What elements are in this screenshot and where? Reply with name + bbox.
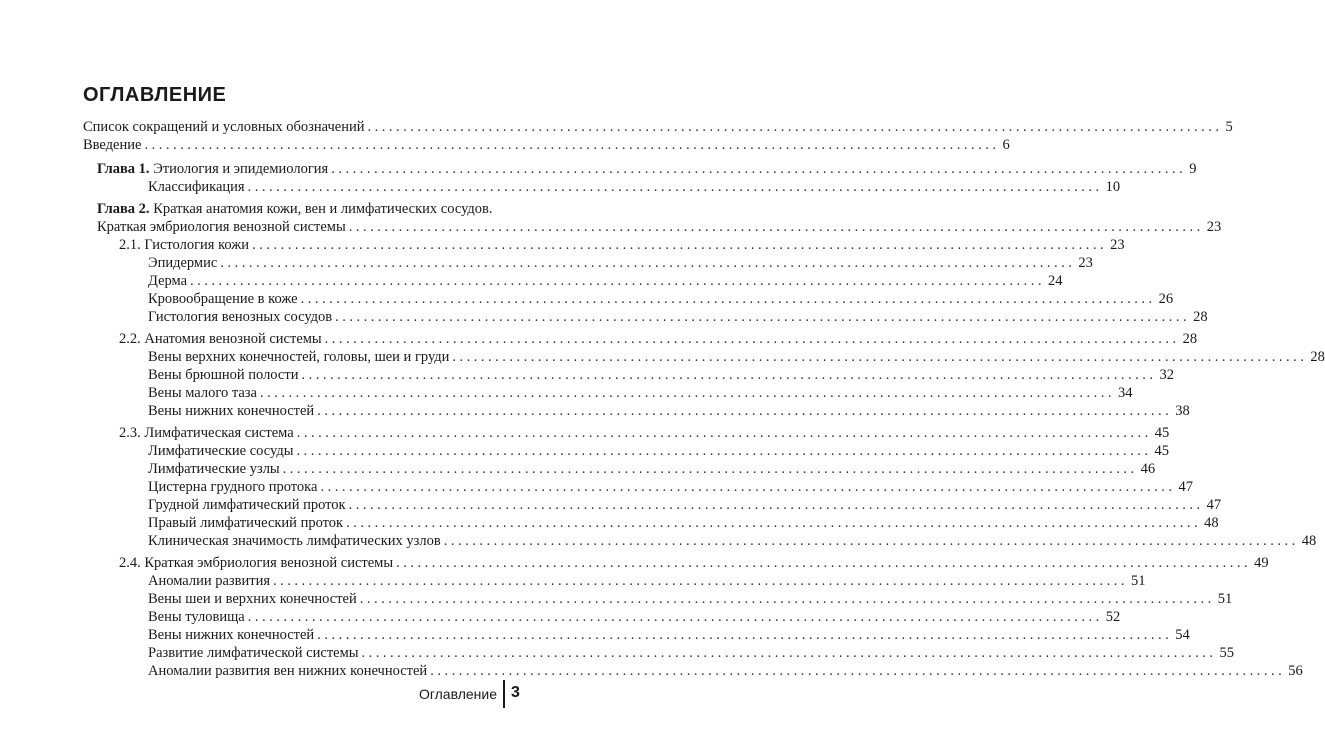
toc-entry-page: 48 — [1204, 515, 1219, 531]
toc-entry-title: Вены туловища — [148, 609, 245, 625]
dot-leader: ........................................................................................................................ — [300, 291, 1156, 307]
dot-leader: ........................................................................................................................ — [361, 645, 1217, 661]
toc-entry-title: Список сокращений и условных обозначений — [83, 119, 365, 135]
toc-entry[interactable] — [148, 290, 1174, 308]
toc-entry[interactable] — [148, 366, 1174, 384]
toc-entry-page: 52 — [1105, 609, 1121, 625]
toc-entry[interactable] — [148, 644, 1235, 662]
toc-entry[interactable] — [119, 424, 1170, 442]
toc-entry[interactable] — [148, 384, 1133, 402]
toc-entry[interactable] — [148, 442, 1169, 460]
toc-entry-title: Гистология венозных сосудов — [148, 309, 333, 325]
toc-entry-title: Грудной лимфатический проток — [148, 497, 346, 513]
toc-entry-page: 55 — [1219, 645, 1235, 661]
toc-entry[interactable] — [148, 308, 1208, 326]
toc-entry-title: Краткая эмбриология венозной системы — [97, 219, 346, 235]
dot-leader: ........................................................................................................................ — [317, 403, 1173, 419]
toc-entry-title: 2.1. Гистология кожи — [119, 237, 250, 253]
toc-entry-title: Вены нижних конечностей — [148, 627, 315, 643]
toc-entry-page: 23 — [1078, 255, 1093, 271]
dot-leader: ........................................................................................................................ — [317, 627, 1173, 643]
toc-entry-title: Введение — [83, 137, 142, 153]
toc-entry-page: 54 — [1175, 627, 1190, 643]
dot-leader: ........................................................................................................................ — [367, 119, 1223, 135]
toc-entry[interactable] — [148, 272, 1063, 290]
toc-entry-page: 28 — [1193, 309, 1208, 325]
dot-leader: ........................................................................................................................ — [247, 179, 1103, 195]
toc-entry-title: Клиническая значимость лимфатических узлов — [148, 533, 441, 549]
toc-entry-title: Вены малого таза — [148, 385, 257, 401]
toc-entry[interactable] — [148, 478, 1193, 496]
toc-entry-title: 2.2. Анатомия венозной системы — [119, 331, 322, 347]
toc-entry[interactable] — [148, 590, 1233, 608]
dot-leader: ........................................................................................................................ — [296, 443, 1152, 459]
dot-leader: ........................................................................................................................ — [320, 479, 1176, 495]
toc-entry-title: Вены верхних конечностей, головы, шеи и груди — [148, 349, 450, 365]
toc-entry[interactable] — [83, 118, 1233, 136]
toc-entry-page: 23 — [1110, 237, 1125, 253]
dot-leader: ........................................................................................................................ — [296, 425, 1152, 441]
toc-entry[interactable] — [119, 554, 1269, 572]
toc-entry[interactable] — [148, 572, 1146, 590]
toc-entry-title: Классификация — [148, 179, 245, 195]
toc-entry-page: 49 — [1254, 555, 1269, 571]
toc-entry-page: 47 — [1178, 479, 1193, 495]
toc-entry-title: Глава 2. Краткая анатомия кожи, вен и лимфатических сосудов. — [97, 201, 493, 217]
toc-entry-title: Глава 1. Этиология и эпидемиология — [97, 161, 329, 177]
toc-entry-page: 24 — [1048, 273, 1063, 289]
toc-entry-title: Развитие лимфатической системы — [148, 645, 359, 661]
toc-entry[interactable] — [148, 348, 1325, 366]
dot-leader: ........................................................................................................................ — [324, 331, 1180, 347]
dot-leader: ........................................................................................................................ — [301, 367, 1157, 383]
dot-leader: ........................................................................................................................ — [335, 309, 1191, 325]
toc-entry[interactable] — [148, 532, 1317, 550]
toc-entry-title: Лимфатические сосуды — [148, 443, 294, 459]
toc-entry[interactable] — [97, 200, 515, 218]
page-number: 3 — [511, 684, 520, 701]
toc-entry-page: 5 — [1225, 119, 1233, 135]
toc-entry-title: Кровообращение в коже — [148, 291, 298, 307]
toc-entry-page: 32 — [1159, 367, 1174, 383]
toc-entry-page: 48 — [1301, 533, 1317, 549]
toc-entry[interactable] — [148, 514, 1219, 532]
toc-entry[interactable] — [148, 460, 1156, 478]
toc-entry-title: 2.3. Лимфатическая система — [119, 425, 294, 441]
toc-entry-title: Дерма — [148, 273, 188, 289]
toc-entry-title: Вены брюшной полости — [148, 367, 299, 383]
toc-entry-page: 34 — [1117, 385, 1133, 401]
toc-entry-page: 47 — [1206, 497, 1222, 513]
dot-leader: ........................................................................................................................ — [259, 385, 1115, 401]
toc-entry-page: 26 — [1158, 291, 1174, 307]
dot-leader: ........................................................................................................................ — [348, 219, 1204, 235]
dot-leader: ........................................................................................................................ — [273, 573, 1129, 589]
toc-entry[interactable] — [148, 496, 1222, 514]
toc-entry[interactable] — [148, 178, 1121, 196]
toc-entry[interactable] — [148, 254, 1093, 272]
toc-entry-page: 45 — [1154, 425, 1170, 441]
toc-entry-title: Вены шеи и верхних конечностей — [148, 591, 357, 607]
toc-entry-title: Аномалии развития вен нижних конечностей — [148, 663, 428, 679]
toc-entry-page: 23 — [1206, 219, 1222, 235]
toc-entry-page: 45 — [1154, 443, 1169, 459]
dot-leader: ........................................................................................................................ — [190, 273, 1046, 289]
dot-leader: ........................................................................................................................ — [348, 497, 1204, 513]
dot-leader: ........................................................................................................................ — [331, 161, 1187, 177]
toc-entry[interactable] — [148, 402, 1190, 420]
toc-entry[interactable] — [148, 662, 1303, 680]
dot-leader: ........................................................................................................................ — [443, 533, 1299, 549]
toc-entry-page: 46 — [1140, 461, 1156, 477]
toc-entry[interactable] — [119, 330, 1198, 348]
dot-leader: ........................................................................................................................ — [144, 137, 1000, 153]
toc-entry[interactable] — [83, 136, 1010, 154]
toc-heading: ОГЛАВЛЕНИЕ — [83, 84, 227, 106]
chapter-label: Глава 2. — [97, 201, 150, 217]
toc-entry-title: Цистерна грудного протока — [148, 479, 318, 495]
dot-leader: ........................................................................................................................ — [359, 591, 1215, 607]
running-footer-label: Оглавление — [418, 686, 497, 702]
toc-entry[interactable] — [97, 160, 1197, 178]
toc-entry-title: Вены нижних конечностей — [148, 403, 315, 419]
toc-entry[interactable] — [148, 608, 1121, 626]
toc-entry[interactable] — [119, 236, 1125, 254]
dot-leader: ........................................................................................................................ — [247, 609, 1103, 625]
toc-entry-page: 9 — [1189, 161, 1197, 177]
toc-entry-title: Аномалии развития — [148, 573, 271, 589]
dot-leader: ........................................................................................................................ — [252, 237, 1108, 253]
toc-entry[interactable] — [148, 626, 1190, 644]
footer-divider — [503, 680, 505, 708]
toc-entry-title: 2.4. Краткая эмбриология венозной системы — [119, 555, 394, 571]
toc-entry-title: Лимфатические узлы — [148, 461, 280, 477]
toc-entry-page: 28 — [1182, 331, 1198, 347]
toc-entry[interactable] — [97, 218, 1222, 236]
toc-entry-page: 10 — [1105, 179, 1121, 195]
dot-leader: ........................................................................................................................ — [346, 515, 1202, 531]
dot-leader: ........................................................................................................................ — [430, 663, 1286, 679]
dot-leader: ........................................................................................................................ — [452, 349, 1308, 365]
dot-leader: ........................................................................................................................ — [282, 461, 1138, 477]
toc-entry-page: 38 — [1175, 403, 1190, 419]
toc-entry-page: 28 — [1310, 349, 1325, 365]
toc-entry-page: 56 — [1288, 663, 1303, 679]
toc-entry-page: 51 — [1131, 573, 1146, 589]
toc-entry-title: Эпидермис — [148, 255, 218, 271]
dot-leader: ........................................................................................................................ — [396, 555, 1252, 571]
toc-entry-title: Правый лимфатический проток — [148, 515, 344, 531]
chapter-label: Глава 1. — [97, 161, 150, 177]
toc-entry-page: 6 — [1002, 137, 1010, 153]
dot-leader: ........................................................................................................................ — [220, 255, 1076, 271]
toc-entry-page: 51 — [1217, 591, 1233, 607]
